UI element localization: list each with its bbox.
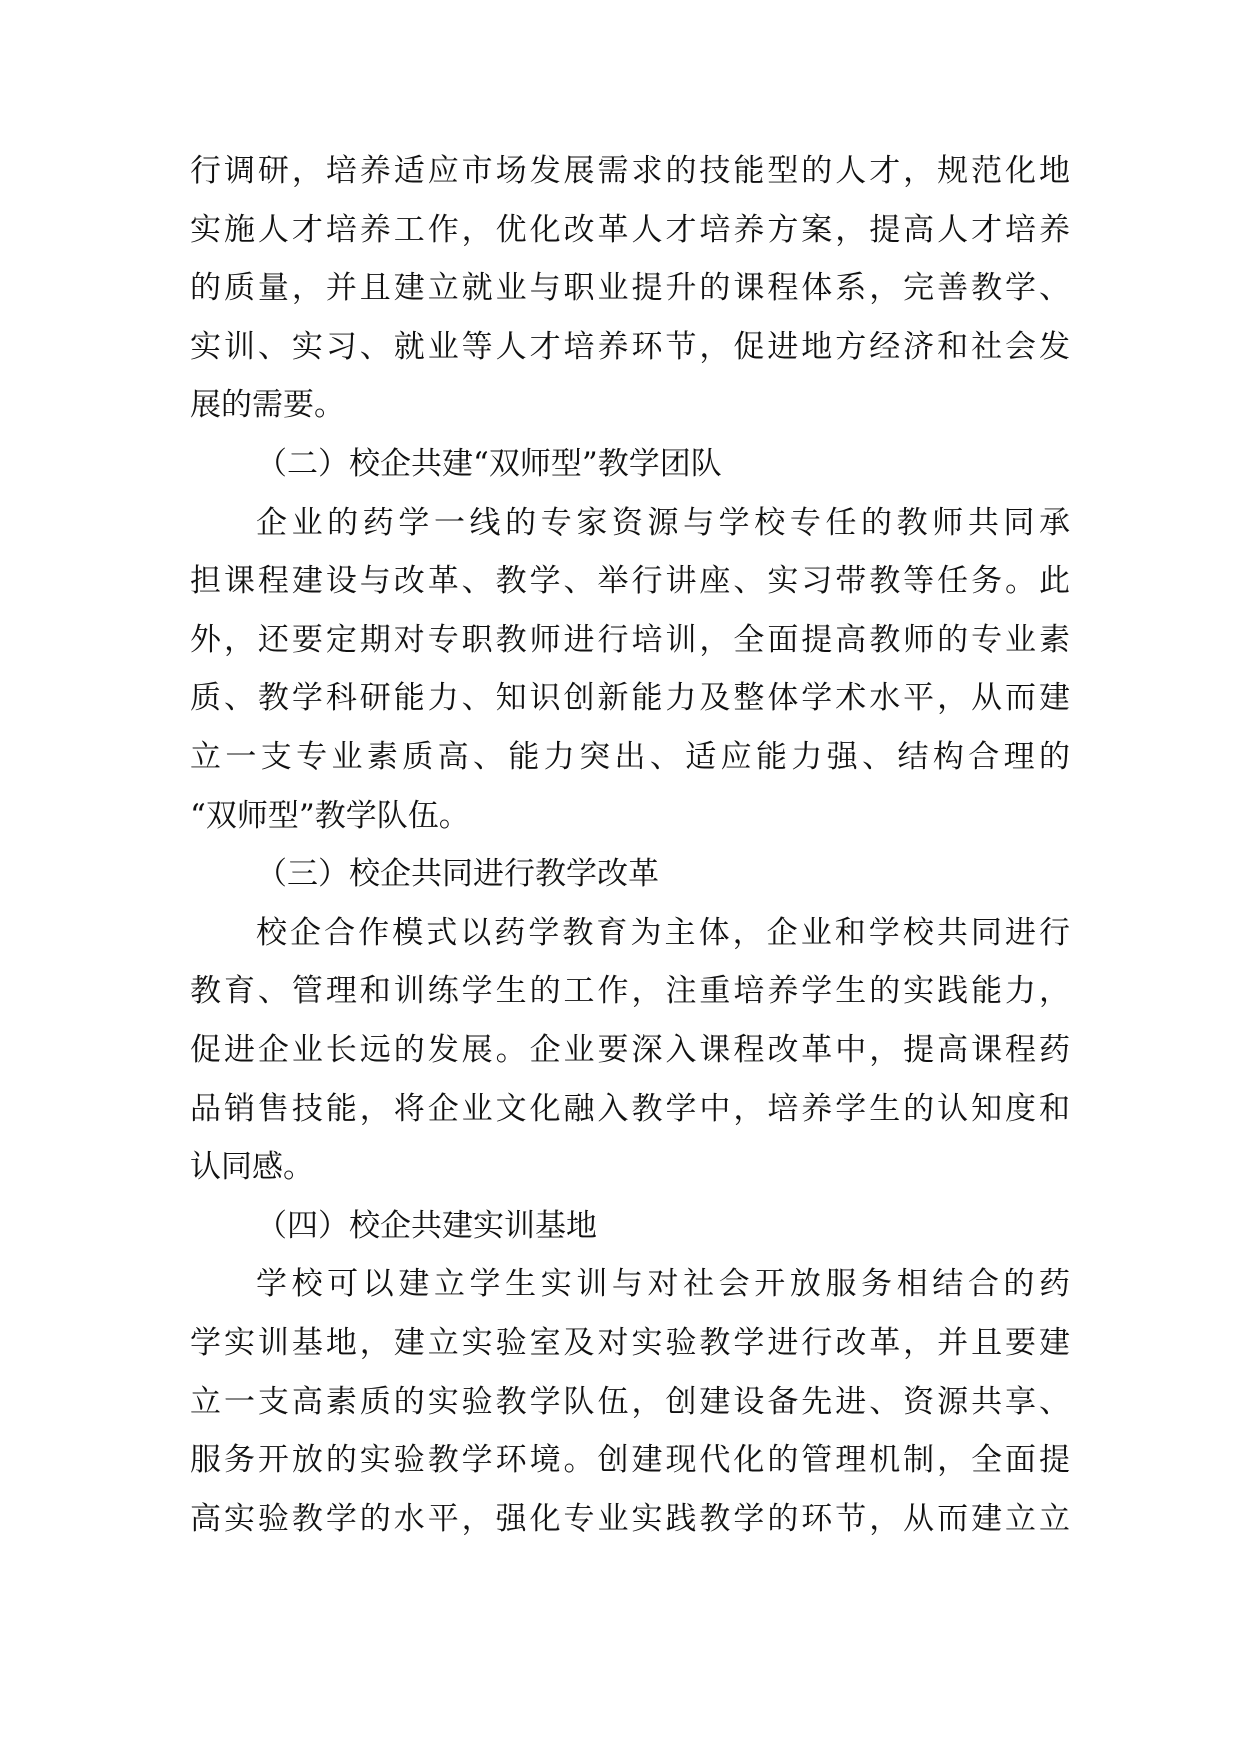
text-line: 行调研，培养适应市场发展需求的技能型的人才，规范化地 [190,153,1070,189]
text-line: 质、教学科研能力、知识创新能力及整体学术水平，从而建 [190,680,1070,717]
text-line: 品销售技能，将企业文化融入教学中，培养学生的认知度和 [190,1090,1070,1127]
text-line: 实训、实习、就业等人才培养环节，促进地方经济和社会发 [190,328,1070,365]
text-line: 立一支专业素质高、能力突出、适应能力强、结构合理的 [190,739,1070,775]
text-line: 担课程建设与改革、教学、举行讲座、实习带教等任务。此 [190,563,1070,600]
text-line: 学校可以建立学生实训与对社会开放服务相结合的药 [256,1266,1070,1303]
text-line: 教育、管理和训练学生的工作，注重培养学生的实践能力， [190,973,1070,1010]
section-heading-line: （二）校企共建“双师型”教学团队 [256,446,722,482]
text-line: 的质量，并且建立就业与职业提升的课程体系，完善教学、 [190,270,1070,307]
text-line: 校企合作模式以药学教育为主体，企业和学校共同进行 [256,914,1070,951]
document-page [190,0,1070,1754]
text-line: 服务开放的实验教学环境。创建现代化的管理机制，全面提 [190,1442,1070,1479]
text-line: 促进企业长远的发展。企业要深入课程改革中，提高课程药 [190,1032,1070,1068]
text-line: 学实训基地，建立实验室及对实验教学进行改革，并且要建 [190,1325,1070,1361]
text-line: 企业的药学一线的专家资源与学校专任的教师共同承 [256,504,1070,541]
text-line: 外，还要定期对专职教师进行培训，全面提高教师的专业素 [190,621,1070,658]
text-line: 展的需要。 [190,387,345,424]
text-line: 认同感。 [190,1149,314,1186]
section-heading-line: （三）校企共同进行教学改革 [256,856,659,893]
text-line: 高实验教学的水平，强化专业实践教学的环节，从而建立立 [190,1500,1070,1537]
section-heading-line: （四）校企共建实训基地 [256,1207,597,1244]
text-line: “双师型”教学队伍。 [190,797,470,834]
text-line: 实施人才培养工作，优化改革人才培养方案，提高人才培养 [190,211,1070,248]
text-line: 立一支高素质的实验教学队伍，创建设备先进、资源共享、 [190,1383,1070,1420]
